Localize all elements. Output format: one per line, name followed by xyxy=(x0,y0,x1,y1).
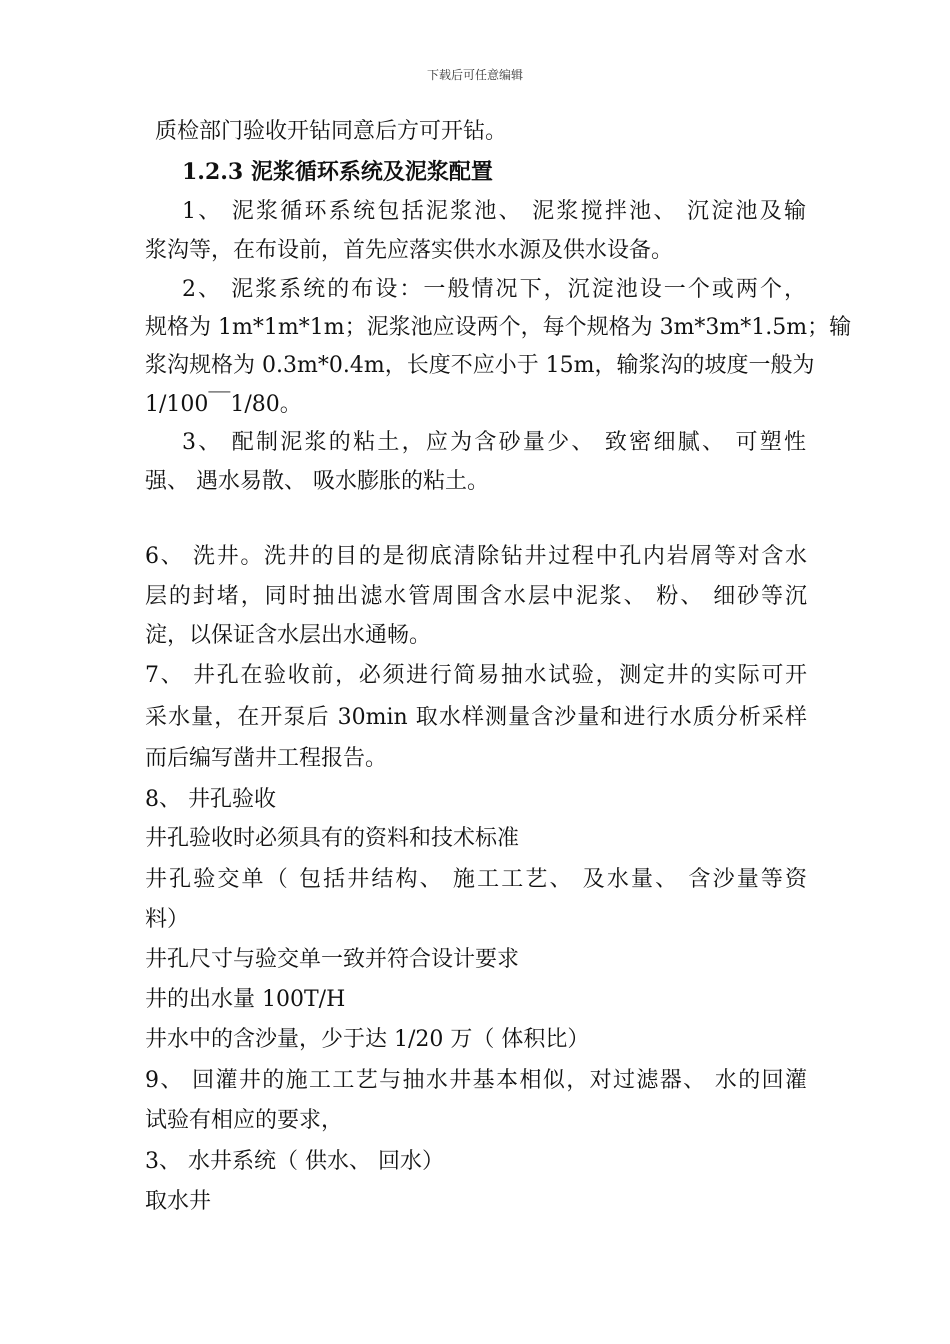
text-line: 强、 遇水易散、 吸水膨胀的粘土。 xyxy=(145,469,489,494)
text-line: 3、 配制泥浆的粘土，应为含砂量少、 致密细腻、 可塑性 xyxy=(182,430,806,455)
text-line: 井孔验交单（ 包括井结构、 施工工艺、 及水量、 含沙量等资 xyxy=(145,867,807,892)
section-heading: 1.2.3 泥浆循环系统及泥浆配置 xyxy=(182,159,493,185)
text-line: 而后编写凿井工程报告。 xyxy=(145,746,388,771)
text-line: 9、 回灌井的施工工艺与抽水井基本相似，对过滤器、 水的回灌 xyxy=(145,1068,807,1093)
text-line: 采水量，在开泵后 30min 取水样测量含沙量和进行水质分析采样 xyxy=(145,705,807,730)
text-line: 1/100￣1/80。 xyxy=(145,392,302,417)
text-line: 井孔验收时必须具有的资料和技术标准 xyxy=(145,826,520,851)
text-line: 浆沟等，在布设前，首先应落实供水水源及供水设备。 xyxy=(145,238,674,263)
page-header: 下载后可任意编辑 xyxy=(426,68,523,82)
text-line: 2、 泥浆系统的布设：一般情况下，沉淀池设一个或两个， xyxy=(182,277,806,302)
text-line: 井水中的含沙量，少于达 1/20 万（ 体积比） xyxy=(145,1027,590,1052)
text-line: 层的封堵，同时抽出滤水管周围含水层中泥浆、 粉、 细砂等沉 xyxy=(145,584,807,609)
text-line: 8、 井孔验收 xyxy=(145,787,276,812)
text-line: 规格为 1m*1m*1m；泥浆池应设两个，每个规格为 3m*3m*1.5m；输 xyxy=(145,315,852,340)
text-line: 1、 泥浆循环系统包括泥浆池、 泥浆搅拌池、 沉淀池及输 xyxy=(182,199,806,224)
text-line: 3、 水井系统（ 供水、 回水） xyxy=(145,1149,444,1174)
text-line: 试验有相应的要求， xyxy=(145,1108,344,1133)
text-line: 井的出水量 100T/H xyxy=(145,987,346,1012)
text-line: 取水井 xyxy=(145,1189,212,1214)
text-line: 6、 洗井。洗井的目的是彻底清除钻井过程中孔内岩屑等对含水 xyxy=(145,544,807,569)
text-line: 井孔尺寸与验交单一致并符合设计要求 xyxy=(145,947,520,972)
text-line: 料） xyxy=(145,907,190,932)
text-line: 淀，以保证含水层出水通畅。 xyxy=(145,623,432,648)
text-line: 7、 井孔在验收前，必须进行简易抽水试验，测定井的实际可开 xyxy=(145,663,807,688)
text-line: 质检部门验收开钻同意后方可开钻。 xyxy=(155,119,508,144)
text-line: 浆沟规格为 0.3m*0.4m，长度不应小于 15m，输浆沟的坡度一般为 xyxy=(145,353,815,378)
